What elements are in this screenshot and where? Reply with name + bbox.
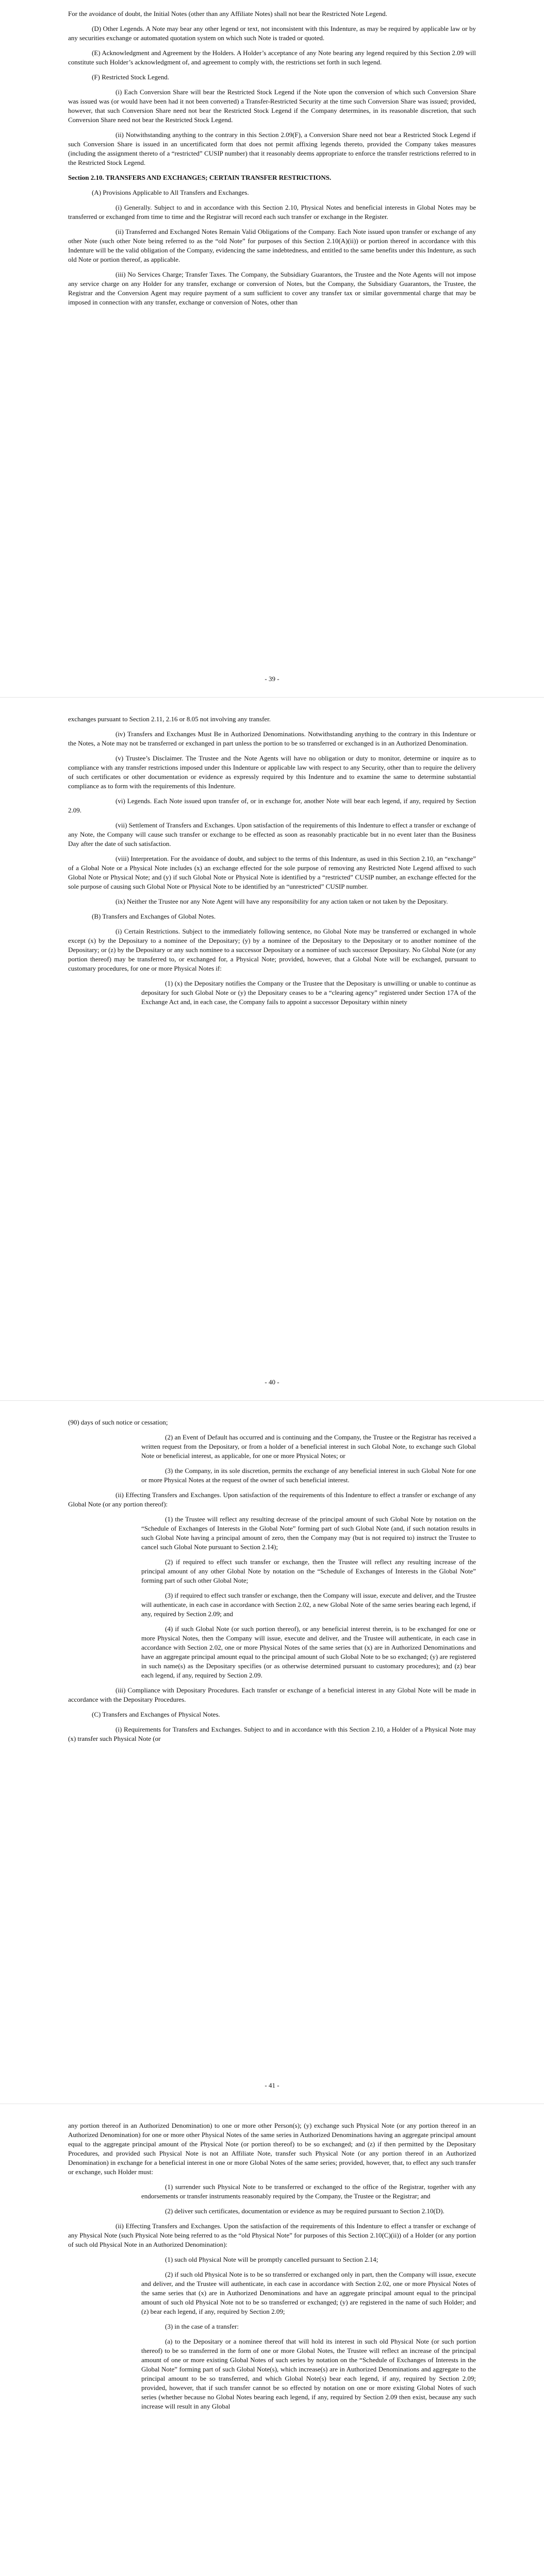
page-content xyxy=(68,9,476,313)
page-content xyxy=(68,715,476,1012)
paragraph: (ii) Effecting Transfers and Exchanges. Upon the satisfaction of the requirements of this Indenture to effect a transfer or exchange of any Physical Note (such Physical Note being referred to as the “old Physical Note” for purposes of this Section 2.10(C)(ii)) of a Holder (or any portion of such old Physical Note in an Authorized Denomination): xyxy=(68,2222,476,2248)
paragraph: exchanges pursuant to Section 2.11, 2.16 or 8.05 not involving any transfer. xyxy=(68,715,271,723)
paragraph: (ii) Effecting Transfers and Exchanges. Upon satisfaction of the requirements of this Indenture to effect a transfer or exchange of any Global Note (or any portion thereof): xyxy=(68,1491,476,1508)
paragraph: (3) if required to effect such transfer or exchange, then the Company will issue, execute and deliver, and the Trustee will authenticate, in each case in accordance with Section 2.02, a new Global Note of the same series bearing each legend, if any, required by Section 2.09; and xyxy=(141,1591,476,1618)
paragraph: (3) the Company, in its sole discretion, permits the exchange of any beneficial interest in such Global Note for one or more Physical Notes at the request of the owner of such beneficial interest. xyxy=(141,1467,476,1484)
paragraph: (viii) Interpretation. For the avoidance of doubt, and subject to the terms of this Indenture, as used in this Section 2.10, an “exchange” of a Global Note or a Physical Note includes (x) an exchange effected for the sole purpose of removing any Restricted Note Legend affixed to such Global Note or Physical Note; and (y) if such Global Note or Physical Note is identified by a “restricted” CUSIP number, an exchange effected for the sole purpose of causing such Global Note or Physical Note to be identified by an “unrestricted” CUSIP number. xyxy=(68,855,476,890)
paragraph: (v) Trustee’s Disclaimer. The Trustee and the Note Agents will have no obligation or duty to monitor, determine or inquire as to compliance with any transfer restrictions imposed under this Indenture or applicable law with respect to any Security, other than to require the delivery of such certificates or other documentation or evidence as expressly required by this Indenture and to examine the same to determine substantial compliance as to form with the requirements of this Indenture. xyxy=(68,754,476,790)
paragraph: (2) if such old Physical Note is to be so transferred or exchanged only in part, then the Company will issue, execute and deliver, and the Trustee will authenticate, in each case in accordance with Section 2.02, one or more Physical Notes of the same series that (x) are in Authorized Denominations and have an aggregate principal amount equal to the principal amount of such old Physical Note not to be so transferred or exchanged; (y) are registered in the name of such Holder; and (z) bear each legend, if any, required by Section 2.09; xyxy=(141,2270,476,2315)
paragraph: (iv) Transfers and Exchanges Must Be in Authorized Denominations. Notwithstanding anything to the contrary in this Indenture or the Notes, a Note may not be transferred or exchanged in part unless the portion to be so transferred or exchanged is in an Authorized Denomination. xyxy=(68,730,476,747)
paragraph: (iii) No Services Charge; Transfer Taxes. The Company, the Subsidiary Guarantors, the Trustee and the Note Agents will not impose any service charge on any Holder for any transfer, exchange or conversion of Notes, but the Company, the Subsidiary Guarantors, the Trustee, the Registrar and the Conversion Agent may require payment of a sum sufficient to cover any transfer tax or similar governmental charge that may be imposed in connection with any transfer, exchange or conversion of Notes, other than xyxy=(68,270,476,306)
subsection-heading: (C) Transfers and Exchanges of Physical Notes. xyxy=(92,1710,220,1718)
paragraph: (vii) Settlement of Transfers and Exchanges. Upon satisfaction of the requirements of this Indenture to effect a transfer or exchange of any Note, the Company will cause such transfer or exchange to be effected as soon as reasonably practicable but in no event later than the Business Day after the date of such satisfaction. xyxy=(68,821,476,848)
paragraph: (iii) Compliance with Depositary Procedures. Each transfer or exchange of a beneficial interest in any Global Note will be made in accordance with the Depositary Procedures. xyxy=(68,1686,476,1703)
page-42 xyxy=(0,2110,544,2576)
paragraph: (1) surrender such Physical Note to be transferred or exchanged to the office of the Registrar, together with any endorsements or transfer instruments reasonably required by the Company, the Trustee or the Registrar; and xyxy=(141,2183,476,2200)
section-heading-2-10: Section 2.10. TRANSFERS AND EXCHANGES; CERTAIN TRANSFER RESTRICTIONS. xyxy=(68,174,332,181)
page-separator xyxy=(0,1400,544,1401)
paragraph: (2) if required to effect such transfer or exchange, then the Trustee will reflect any resulting increase of the principal amount of any other Global Note by notation on the “Schedule of Exchanges of Interests in the Global Note” forming part of such other Global Note; xyxy=(141,1558,476,1584)
page-number: - 41 - xyxy=(265,2081,279,2089)
paragraph: (2) deliver such certificates, documentation or evidence as may be required pursuant to Section 2.10(D). xyxy=(165,2207,444,2215)
page-content xyxy=(68,2121,476,2417)
paragraph: any portion thereof in an Authorized Denomination) to one or more other Person(s); (y) exchange such Physical Note (or any portion thereof in an Authorized Denomination) for one or more other Physical Notes of the same series in Authorized Denominations having an aggregate principal amount equal to the aggregate principal amount of the Physical Note (or portion thereof) to be so exchanged; and (z) if then permitted by the Depositary Procedures, and provided such Physical Note is not an Affiliate Note, transfer such Physical Note (or any portion thereof in an Authorized Denomination) in exchange for a beneficial interest in one or more Global Notes of the same series; provided, however, that, to effect any such transfer or exchange, such Holder must: xyxy=(68,2122,476,2176)
paragraph: (i) Requirements for Transfers and Exchanges. Subject to and in accordance with this Section 2.10, a Holder of a Physical Note may (x) transfer such Physical Note (or xyxy=(68,1725,476,1742)
page-number: - 40 - xyxy=(265,1378,279,1386)
subsection-heading: (B) Transfers and Exchanges of Global Notes. xyxy=(92,912,216,920)
paragraph: (1) such old Physical Note will be promptly cancelled pursuant to Section 2.14; xyxy=(165,2256,378,2263)
paragraph: (1) (x) the Depositary notifies the Company or the Trustee that the Depositary is unwilling or unable to continue as depositary for such Global Note or (y) the Depositary ceases to be a “clearing agency” registered under Section 17A of the Exchange Act and, in each case, the Company fails to appoint a successor Depositary within ninety xyxy=(141,979,476,1006)
paragraph-acknowledgment: (E) Acknowledgment and Agreement by the Holders. A Holder’s acceptance of any Note bearing any legend required by this Section 2.09 will constitute such Holder’s acknowledgment of, and agreement to comply with, the restrictions set forth in such legend. xyxy=(68,49,476,66)
paragraph: (i) Each Conversion Share will bear the Restricted Stock Legend if the Note upon the conversion of which such Conversion Share was issued was (or would have been had it not been converted) a Transfer-Restricted Security at the time such Conversion Share was issued; provided, however, that such Conversion Share need not bear the Restricted Stock Legend if the Company determines, in its reasonable discretion, that such Conversion Share need not bear the Restricted Stock Legend. xyxy=(68,88,476,124)
paragraph: (90) days of such notice or cessation; xyxy=(68,1418,168,1426)
page-40 xyxy=(0,703,544,1394)
paragraph: (i) Certain Restrictions. Subject to the immediately following sentence, no Global Note may be transferred or exchanged in whole except (x) by the Depositary to a nominee of the Depositary; (y) by a nominee of the Depositary to the Depositary or to another nominee of the Depositary; or (z) by the Depositary or any such nominee to a successor Depositary or a nominee of such successor Depositary. No Global Note (or any portion thereof) may be transferred to, or exchanged for, a Physical Note; provided, however, that a Global Note will be exchanged, pursuant to customary procedures, for one or more Physical Notes if: xyxy=(68,927,476,972)
paragraph: (ii) Transferred and Exchanged Notes Remain Valid Obligations of the Company. Each Note issued upon transfer or exchange of any other Note (such other Note being referred to as the “old Note” for purposes of this Section 2.10(A)(ii)) or portion thereof in accordance with this Indenture will be the valid obligation of the Company, evidencing the same indebtedness, and entitled to the same benefits under this Indenture, as such old Note or portion thereof, as applicable. xyxy=(68,228,476,263)
paragraph: (vi) Legends. Each Note issued upon transfer of, or in exchange for, another Note will bear each legend, if any, required by Section 2.09. xyxy=(68,797,476,814)
subsection-heading: (A) Provisions Applicable to All Transfers and Exchanges. xyxy=(92,189,249,196)
paragraph: (ii) Notwithstanding anything to the contrary in this Section 2.09(F), a Conversion Share need not bear a Restricted Stock Legend if such Conversion Share is issued in an uncertificated form that does not permit affixing legends thereto, provided the Company takes measures (including the assignment thereto of a “restricted” CUSIP number) that it reasonably deems appropriate to enforce the transfer restrictions referred to in the Restricted Stock Legend. xyxy=(68,131,476,166)
page-content xyxy=(68,1418,476,1749)
page-number: - 39 - xyxy=(265,675,279,683)
page-39 xyxy=(0,0,544,690)
paragraph-other-legends: (D) Other Legends. A Note may bear any other legend or text, not inconsistent with this Indenture, as may be required by applicable law or by any securities exchange or automated quotation system on which such Note is traded or quoted. xyxy=(68,25,476,42)
paragraph-restricted-stock-legend: (F) Restricted Stock Legend. xyxy=(92,73,170,81)
paragraph: (2) an Event of Default has occurred and is continuing and the Company, the Trustee or the Registrar has received a written request from the Depositary, or from a holder of a beneficial interest in such Global Note, to exchange such Global Note or beneficial interest, as applicable, for one or more Physical Notes; or xyxy=(141,1433,476,1460)
paragraph: (4) if such Global Note (or such portion thereof), or any beneficial interest therein, is to be exchanged for one or more Physical Notes, then the Company will issue, execute and deliver, and the Trustee will authenticate, in each case in accordance with Section 2.02, one or more Physical Notes of the same series that (x) are in Authorized Denominations and have an aggregate principal amount equal to the principal amount of such Global Note to be so exchanged; (y) are registered in such name(s) as the Depositary specifies (or as otherwise determined pursuant to customary procedures); and (z) bear each legend, if any, required by Section 2.09. xyxy=(141,1625,476,1679)
page-41 xyxy=(0,1406,544,2097)
paragraph: (1) the Trustee will reflect any resulting decrease of the principal amount of such Global Note by notation on the “Schedule of Exchanges of Interests in the Global Note” forming part of such Global Note (and, if such notation results in such Global Note having a principal amount of zero, then the Company may (but is not required to) instruct the Trustee to cancel such Global Note pursuant to Section 2.14); xyxy=(141,1515,476,1551)
paragraph: For the avoidance of doubt, the Initial Notes (other than any Affiliate Notes) shall not bear the Restricted Note Legend. xyxy=(68,10,387,18)
paragraph: (a) to the Depositary or a nominee thereof that will hold its interest in such old Physical Note (or such portion thereof) to be so transferred in the form of one or more Global Notes, the Trustee will reflect an increase of the principal amount of one or more existing Global Notes of such series by notation on the “Schedule of Exchanges of Interests in the Global Note” forming part of such Global Note(s), which increase(s) are in Authorized Denominations and aggregate to the principal amount to be so transferred, and which Global Note(s) bear each legend, if any, required by Section 2.09; provided, however, that if such transfer cannot be so effected by notation on one or more existing Global Notes of such series (whether because no Global Notes bearing each legend, if any, required by Section 2.09 then exist, because any such increase will result in any Global xyxy=(141,2337,476,2410)
page-separator xyxy=(0,697,544,698)
paragraph: (3) in the case of a transfer: xyxy=(165,2323,239,2330)
paragraph: (ix) Neither the Trustee nor any Note Agent will have any responsibility for any action taken or not taken by the Depositary. xyxy=(116,897,448,905)
paragraph: (i) Generally. Subject to and in accordance with this Section 2.10, Physical Notes and beneficial interests in Global Notes may be transferred or exchanged from time to time and the Registrar will record each such transfer or exchange in the Register. xyxy=(68,204,476,221)
